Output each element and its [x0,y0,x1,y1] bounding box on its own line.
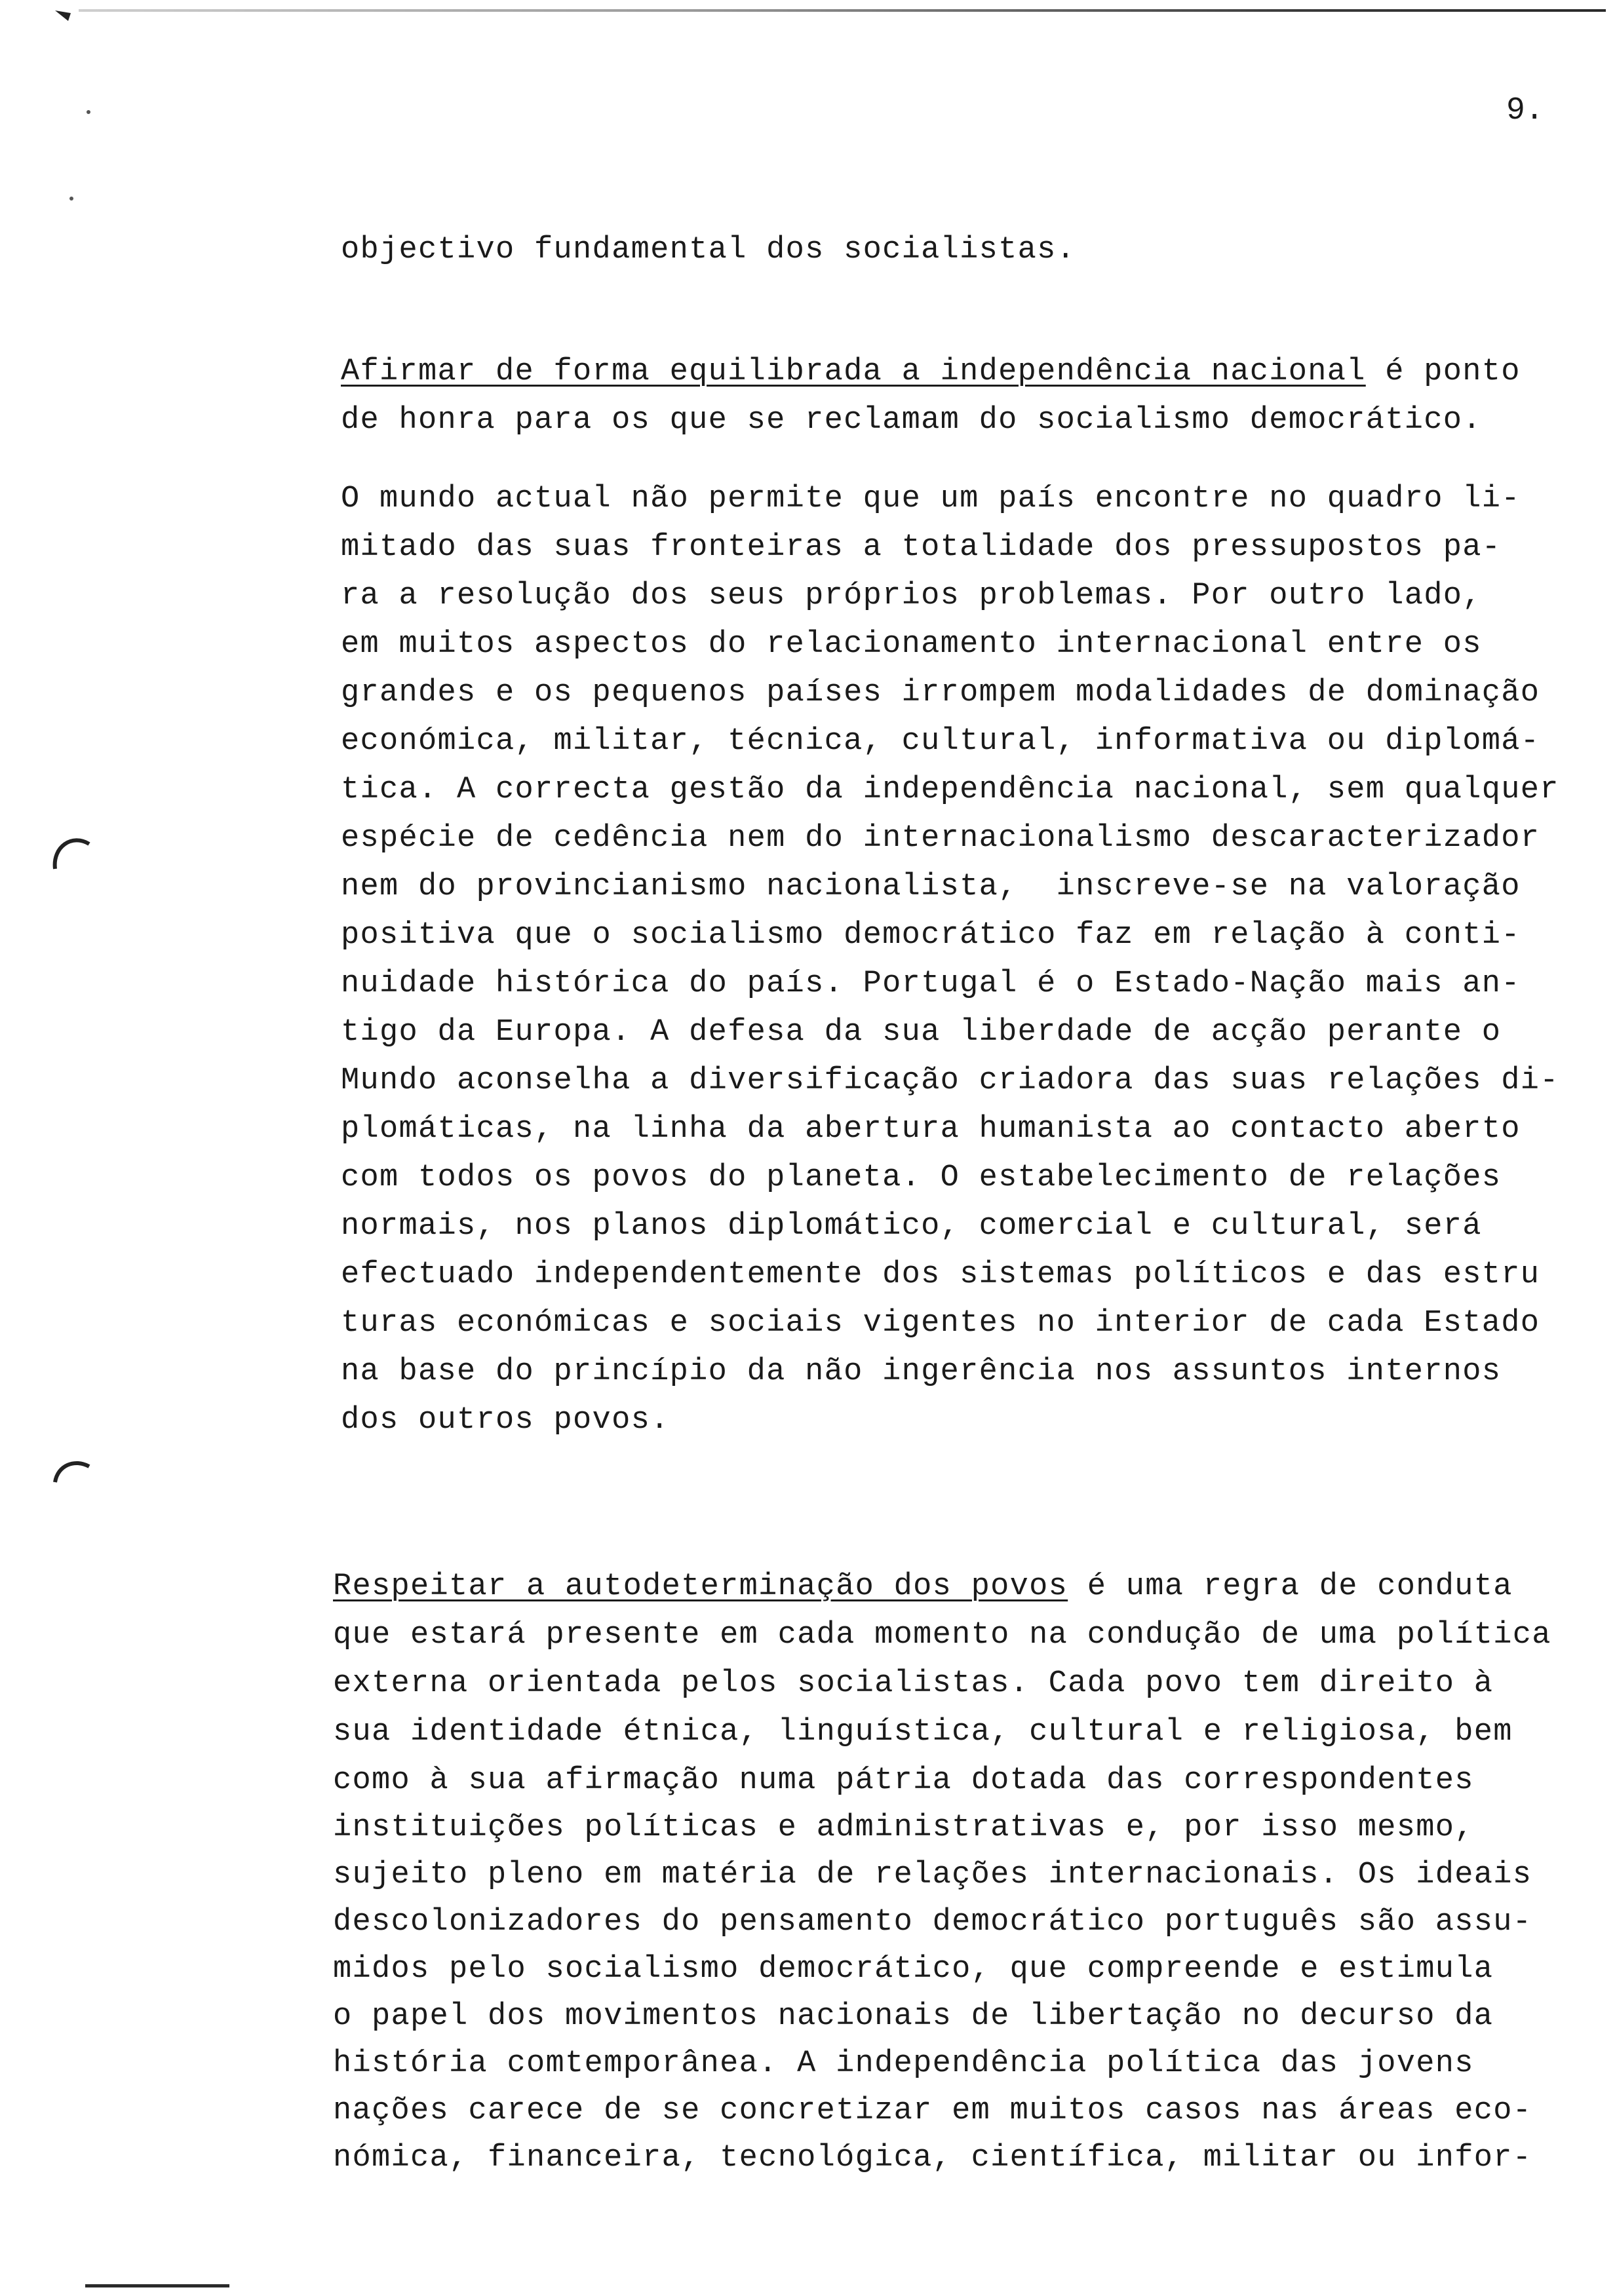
text-line: económica, militar, técnica, cultural, informativa ou diplomá- [341,724,1540,759]
section-heading: Afirmar de forma equilibrada a independência nacional [341,354,1366,389]
text-line: plomáticas, na linha da abertura humanista ao contacto aberto [341,1112,1521,1147]
text-line: turas económicas e sociais vigentes no interior de cada Estado [341,1306,1540,1341]
punch-hole-icon [46,1445,98,1498]
heading-line-rest: é ponto [1365,354,1521,389]
text-line: O mundo actual não permite que um país encontre no quadro li- [341,482,1521,516]
text-line: instituições políticas e administrativas e, por isso mesmo, [333,1810,1474,1845]
text-line: midos pelo socialismo democrático, que compreende e estimula [333,1952,1494,1987]
text-line: grandes e os pequenos países irrompem modalidades de dominação [341,676,1540,710]
margin-dot [69,197,73,201]
text-line: de honra para os que se reclamam do socialismo democrático. [341,403,1482,438]
text-line: sua identidade étnica, linguística, cultural e religiosa, bem [333,1715,1513,1750]
text-line: normais, nos planos diplomático, comercial e cultural, será [341,1209,1482,1244]
heading-line [341,353,1521,392]
text-line: efectuado independentemente dos sistemas políticos e das estru [341,1257,1540,1292]
text-line: mitado das suas fronteiras a totalidade dos pressupostos pa- [341,530,1502,565]
text-line: descolonizadores do pensamento democrático português são assu- [333,1905,1532,1940]
text-line: externa orientada pelos socialistas. Cada povo tem direito à [333,1666,1494,1701]
text-line: dos outros povos. [341,1403,670,1438]
text-line: Mundo aconselha a diversificação criadora das suas relações di- [341,1063,1559,1098]
text-line: tigo da Europa. A defesa da sua liberdade de acção perante o [341,1015,1502,1050]
text-line: com todos os povos do planeta. O estabelecimento de relações [341,1160,1502,1195]
text-line: em muitos aspectos do relacionamento internacional entre os [341,627,1482,662]
top-edge-rule [79,9,1606,12]
heading-line [333,1567,1513,1607]
page-number: 9. [1506,93,1544,128]
margin-dot [87,110,90,114]
text-line: nómica, financeira, tecnológica, científica, militar ou infor- [333,2141,1532,2175]
text-line: na base do princípio da não ingerência nos assuntos internos [341,1354,1502,1389]
text-line: nuidade histórica do país. Portugal é o Estado-Nação mais an- [341,966,1521,1001]
text-line: objectivo fundamental dos socialistas. [341,233,1076,267]
text-line: nações carece de se concretizar em muitos casos nas áreas eco- [333,2094,1532,2128]
text-line: sujeito pleno em matéria de relações internacionais. Os ideais [333,1858,1532,1892]
section-heading: Respeitar a autodeterminação dos povos [333,1569,1068,1604]
text-line: nem do provincianismo nacionalista, inscreve-se na valoração [341,870,1521,904]
text-line: tica. A correcta gestão da independência nacional, sem qualquer [341,773,1559,807]
punch-hole-icon [46,827,98,879]
text-line: como à sua afirmação numa pátria dotada das correspondentes [333,1763,1474,1798]
text-line: positiva que o socialismo democrático faz em relação à conti- [341,918,1521,953]
heading-line-rest: é uma regra de conduta [1068,1569,1513,1604]
text-line: o papel dos movimentos nacionais de libertação no decurso da [333,1999,1494,2034]
text-line: história comtemporânea. A independência política das jovens [333,2046,1474,2081]
text-line: que estará presente em cada momento na condução de uma política [333,1618,1551,1653]
corner-mark-icon [54,8,80,28]
bottom-edge-rule [85,2284,229,2287]
text-line: ra a resolução dos seus próprios problemas. Por outro lado, [341,579,1482,613]
text-line: espécie de cedência nem do internacionalismo descaracterizador [341,821,1540,856]
